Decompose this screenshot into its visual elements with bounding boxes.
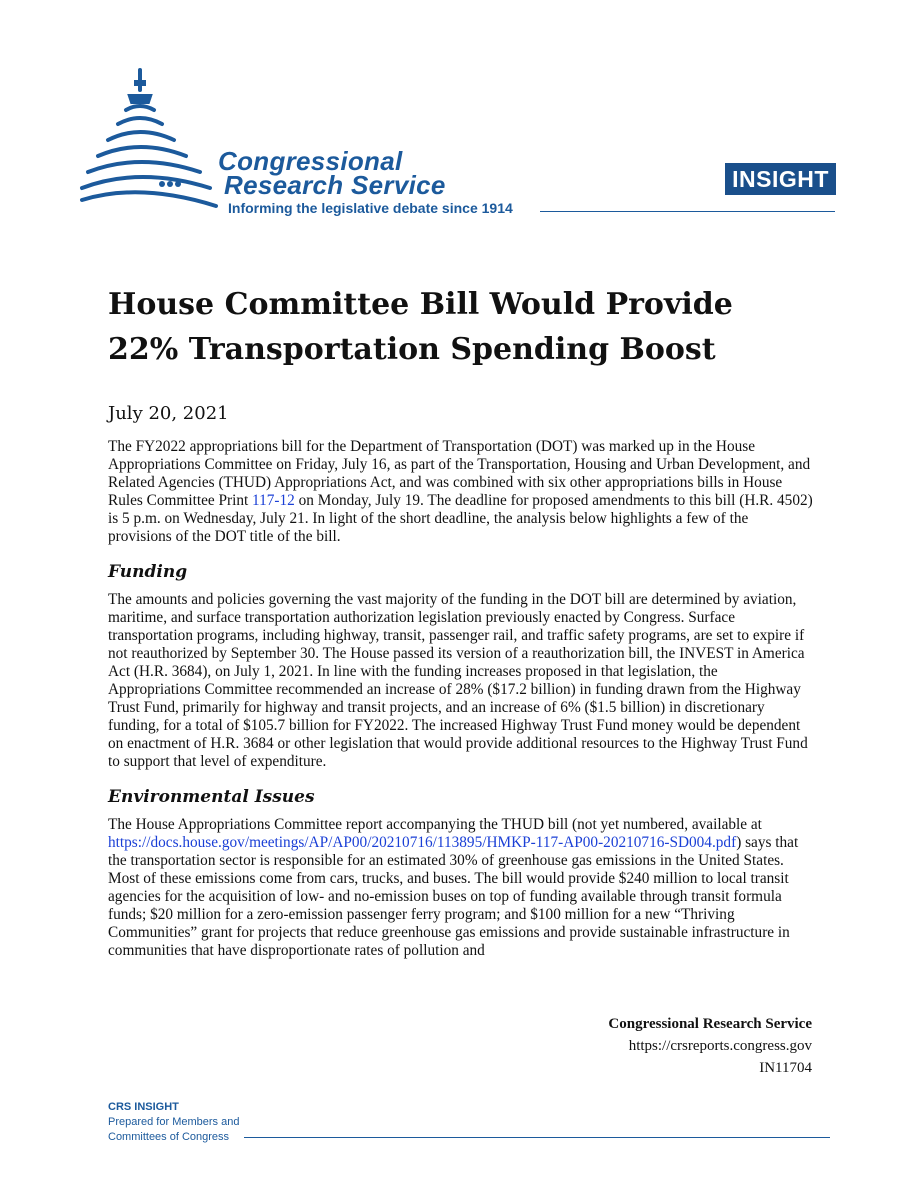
environmental-heading: Environmental Issues [108, 786, 315, 807]
crs-insight-label: CRS INSIGHT [108, 1101, 179, 1113]
prepared-line-2: Committees of Congress [108, 1131, 230, 1143]
page-title [108, 282, 828, 372]
environmental-text-2: ) says that the transportation sector is responsible for an estimated 30% of greenhouse gas emissions in the United States. Most of these emissions come from cars, trucks, and buses. The bill would provide $240 million to local transit agencies for the acquisition of low- and no-emission buses on top of funding available through transit formula funds; $20 million for a zero-emission passenger ferry program; and $100 million for a new “Thriving Communities” grant for projects that reduce greenhouse gas emissions and provide sustainable infrastructure in communities that have disproportionate rates of pollution and [108, 833, 799, 960]
intro-text-1: The FY2022 appropriations bill for the Department of Transportation (DOT) was marked up in the House Appropriations Committee on Friday, July 16, as part of the Transportation, Housing and Urban Development, and Related Agencies (THUD) Appropriations Act, and was combined with six other appropriations bills in House Rules Committee Print [108, 438, 811, 510]
logo-tagline: Informing the legislative debate since 1914 [228, 200, 513, 216]
intro-paragraph [108, 438, 813, 547]
prepared-line-1: Prepared for Members and [108, 1116, 240, 1128]
intro-text-2: on Monday, July 19. The deadline for proposed amendments to this bill (H.R. 4502) is 5 p.m. on Wednesday, July 21. In light of the short deadline, the analysis below highlights a few of the provisions of the DOT title of the bill. [108, 492, 813, 546]
tagline-rule [540, 211, 835, 212]
footer-url: https://crsreports.congress.gov [628, 1038, 812, 1054]
rules-print-link[interactable]: 117-12 [252, 492, 295, 510]
logo-line-2: Research Service [224, 170, 446, 200]
publication-date: July 20, 2021 [108, 403, 229, 424]
crs-insight-footer [108, 1100, 239, 1145]
capitol-dome-icon [78, 66, 228, 216]
document-body [108, 438, 813, 960]
crs-logo [78, 66, 838, 226]
title-line-2: 22% Transportation Spending Boost [108, 332, 716, 367]
insight-badge: INSIGHT [725, 163, 836, 195]
footer-org: Congressional Research Service [608, 1016, 812, 1032]
page-footer [608, 1013, 812, 1079]
environmental-paragraph [108, 816, 813, 961]
funding-paragraph: The amounts and policies governing the vast majority of the funding in the DOT bill are determined by aviation, maritime, and surface transportation authorization legislation previously enacted by Congress. Surface transportation programs, including highway, transit, passenger rail, and traffic safety programs, are set to expire if not reauthorized by September 30. The House passed its version of a reauthorization bill, the INVEST in America Act (H.R. 3684), on July 1, 2021. In line with the funding increases proposed in that legislation, the Appropriations Committee recommended an increase of 28% ($17.2 billion) in funding drawn from the Highway Trust Fund, primarily for highway and transit projects, and an increase of 6% ($1.5 billion) in discretionary funding, for a total of $105.7 billion for FY2022. The increased Highway Trust Fund money would be dependent on enactment of H.R. 3684 or other legislation that would provide additional resources to the Highway Trust Fund to support that level of expenditure. [108, 590, 808, 771]
title-line-1: House Committee Bill Would Provide [108, 287, 733, 322]
environmental-text-1: The House Appropriations Committee report accompanying the THUD bill (not yet numbered, available at [108, 815, 762, 833]
committee-report-link[interactable]: https://docs.house.gov/meetings/AP/AP00/20210716/113895/HMKP-117-AP00-20210716-SD004.pdf [108, 833, 737, 851]
footer-report-id: IN11704 [759, 1060, 812, 1076]
footer-rule [244, 1137, 830, 1138]
funding-heading: Funding [108, 561, 188, 582]
logo-line-1: Congressional [218, 146, 403, 176]
